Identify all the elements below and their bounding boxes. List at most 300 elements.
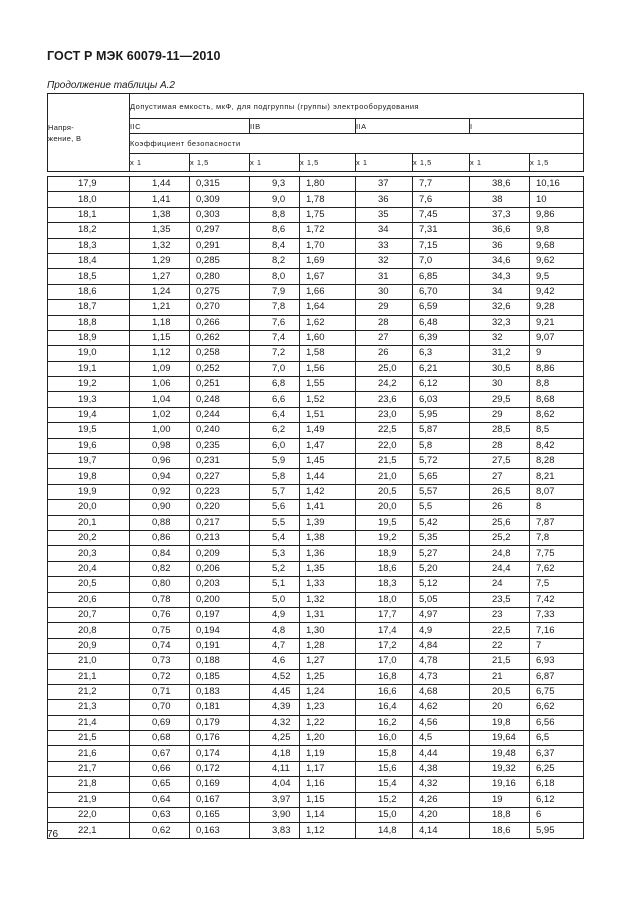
capacitance-cell: 0,315	[190, 177, 250, 192]
voltage-cell: 20,1	[48, 515, 130, 530]
capacitance-cell: 4,68	[413, 684, 470, 699]
capacitance-cell: 0,88	[130, 515, 190, 530]
voltage-cell: 18,6	[48, 284, 130, 299]
capacitance-cell: 7,0	[250, 361, 300, 376]
capacitance-cell: 0,191	[190, 638, 250, 653]
capacitance-cell: 0,181	[190, 700, 250, 715]
capacitance-cell: 24,8	[470, 546, 530, 561]
capacitance-cell: 1,78	[300, 192, 356, 207]
capacitance-cell: 1,45	[300, 454, 356, 469]
capacitance-cell: 0,248	[190, 392, 250, 407]
voltage-cell: 20,6	[48, 592, 130, 607]
capacitance-cell: 1,55	[300, 377, 356, 392]
capacitance-cell: 1,67	[300, 269, 356, 284]
capacitance-cell: 7,42	[530, 592, 584, 607]
capacitance-cell: 34,3	[470, 269, 530, 284]
table-row	[48, 253, 584, 268]
factor-header: x 1	[130, 154, 190, 172]
capacitance-cell: 19	[470, 792, 530, 807]
capacitance-cell: 6,85	[413, 269, 470, 284]
capacitance-cell: 0,167	[190, 792, 250, 807]
capacitance-cell: 4,04	[250, 777, 300, 792]
capacitance-cell: 7,4	[250, 330, 300, 345]
voltage-cell: 19,4	[48, 407, 130, 422]
capacitance-cell: 16,6	[356, 684, 413, 699]
capacitance-cell: 1,09	[130, 361, 190, 376]
capacitance-cell: 8,07	[530, 484, 584, 499]
capacitance-cell: 15,6	[356, 761, 413, 776]
capacitance-cell: 0,78	[130, 592, 190, 607]
table-row	[48, 761, 584, 776]
capacitance-cell: 4,20	[413, 808, 470, 823]
capacitance-cell: 1,02	[130, 407, 190, 422]
capacitance-cell: 4,32	[413, 777, 470, 792]
table-row	[48, 207, 584, 222]
table-row	[48, 515, 584, 530]
voltage-cell: 22,0	[48, 808, 130, 823]
capacitance-cell: 0,76	[130, 607, 190, 622]
capacitance-cell: 6,3	[413, 346, 470, 361]
capacitance-cell: 29,5	[470, 392, 530, 407]
capacitance-cell: 27,5	[470, 454, 530, 469]
capacitance-cell: 0,75	[130, 623, 190, 638]
capacitance-cell: 4,11	[250, 761, 300, 776]
capacitance-cell: 1,17	[300, 761, 356, 776]
capacitance-cell: 27	[356, 330, 413, 345]
subgroup-header-i: I	[470, 119, 584, 134]
capacitance-cell: 1,16	[300, 777, 356, 792]
table-row	[48, 392, 584, 407]
voltage-cell: 21,0	[48, 654, 130, 669]
capacitance-cell: 34	[470, 284, 530, 299]
capacitance-cell: 7,7	[413, 177, 470, 192]
capacitance-cell: 0,179	[190, 715, 250, 730]
table-row	[48, 315, 584, 330]
voltage-cell: 18,7	[48, 300, 130, 315]
capacitance-cell: 1,51	[300, 407, 356, 422]
capacitance-cell: 22,5	[470, 623, 530, 638]
capacitance-cell: 23,0	[356, 407, 413, 422]
capacitance-cell: 8,5	[530, 423, 584, 438]
capacitance-cell: 5,42	[413, 515, 470, 530]
table-row	[48, 284, 584, 299]
capacitance-cell: 4,45	[250, 684, 300, 699]
capacitance-cell: 4,44	[413, 746, 470, 761]
voltage-cell: 18,1	[48, 207, 130, 222]
voltage-cell: 20,0	[48, 500, 130, 515]
capacitance-cell: 15,2	[356, 792, 413, 807]
capacitance-cell: 0,262	[190, 330, 250, 345]
capacitance-cell: 0,280	[190, 269, 250, 284]
capacitance-cell: 19,48	[470, 746, 530, 761]
capacitance-cell: 5,3	[250, 546, 300, 561]
voltage-cell: 21,2	[48, 684, 130, 699]
capacitance-cell: 5,5	[250, 515, 300, 530]
capacitance-cell: 10,16	[530, 177, 584, 192]
table-row	[48, 823, 584, 838]
capacitance-cell: 1,12	[300, 823, 356, 838]
capacitance-cell: 5,05	[413, 592, 470, 607]
table-row	[48, 577, 584, 592]
capacitance-cell: 16,2	[356, 715, 413, 730]
capacitance-cell: 1,35	[130, 223, 190, 238]
voltage-cell: 22,1	[48, 823, 130, 838]
capacitance-cell: 1,04	[130, 392, 190, 407]
capacitance-cell: 9,42	[530, 284, 584, 299]
capacitance-cell: 5,8	[250, 469, 300, 484]
capacitance-cell: 1,75	[300, 207, 356, 222]
capacitance-cell: 7,6	[413, 192, 470, 207]
table-row	[48, 592, 584, 607]
capacitance-cell: 0,217	[190, 515, 250, 530]
factor-header: x 1	[356, 154, 413, 172]
capacitance-cell: 0,291	[190, 238, 250, 253]
table-row	[48, 223, 584, 238]
capacitance-cell: 6,2	[250, 423, 300, 438]
capacitance-cell: 1,31	[300, 607, 356, 622]
capacitance-cell: 4,56	[413, 715, 470, 730]
capacitance-cell: 0,62	[130, 823, 190, 838]
capacitance-cell: 26,5	[470, 484, 530, 499]
capacitance-table	[47, 93, 584, 839]
voltage-cell: 18,5	[48, 269, 130, 284]
capacitance-cell: 33	[356, 238, 413, 253]
capacitance-cell: 1,66	[300, 284, 356, 299]
capacitance-cell: 5,0	[250, 592, 300, 607]
capacitance-cell: 25,2	[470, 530, 530, 545]
table-row	[48, 454, 584, 469]
capacitance-cell: 1,30	[300, 623, 356, 638]
voltage-cell: 21,6	[48, 746, 130, 761]
capacitance-cell: 4,62	[413, 700, 470, 715]
table-caption: Продолжение таблицы А.2	[47, 80, 175, 91]
capacitance-cell: 1,00	[130, 423, 190, 438]
voltage-cell: 20,7	[48, 607, 130, 622]
voltage-cell: 18,9	[48, 330, 130, 345]
table-row	[48, 654, 584, 669]
factor-header: x 1,5	[413, 154, 470, 172]
table-row	[48, 808, 584, 823]
capacitance-cell: 34	[356, 223, 413, 238]
voltage-cell: 19,6	[48, 438, 130, 453]
voltage-cell: 20,3	[48, 546, 130, 561]
capacitance-cell: 5,9	[250, 454, 300, 469]
capacitance-cell: 1,24	[300, 684, 356, 699]
capacitance-cell: 7,15	[413, 238, 470, 253]
table-row	[48, 530, 584, 545]
capacitance-cell: 17,7	[356, 607, 413, 622]
capacitance-cell: 0,297	[190, 223, 250, 238]
voltage-cell: 19,8	[48, 469, 130, 484]
capacitance-cell: 1,35	[300, 561, 356, 576]
capacitance-cell: 5,20	[413, 561, 470, 576]
capacitance-cell: 31	[356, 269, 413, 284]
table-row	[48, 746, 584, 761]
capacitance-cell: 0,227	[190, 469, 250, 484]
capacitance-cell: 4,32	[250, 715, 300, 730]
capacitance-cell: 1,18	[130, 315, 190, 330]
capacitance-cell: 6,25	[530, 761, 584, 776]
capacitance-cell: 0,165	[190, 808, 250, 823]
capacitance-cell: 1,29	[130, 253, 190, 268]
capacitance-cell: 31,2	[470, 346, 530, 361]
table-row	[48, 469, 584, 484]
capacitance-cell: 0,98	[130, 438, 190, 453]
voltage-cell: 18,2	[48, 223, 130, 238]
capacitance-cell: 20,5	[356, 484, 413, 499]
capacitance-cell: 6,70	[413, 284, 470, 299]
capacitance-cell: 6,0	[250, 438, 300, 453]
capacitance-cell: 24,2	[356, 377, 413, 392]
capacitance-cell: 6,56	[530, 715, 584, 730]
capacitance-cell: 14,8	[356, 823, 413, 838]
capacitance-cell: 9,3	[250, 177, 300, 192]
capacitance-cell: 0,169	[190, 777, 250, 792]
capacitance-cell: 8,4	[250, 238, 300, 253]
capacitance-cell: 29	[356, 300, 413, 315]
capacitance-cell: 7,6	[250, 315, 300, 330]
capacitance-cell: 16,8	[356, 669, 413, 684]
capacitance-cell: 0,163	[190, 823, 250, 838]
table-row	[48, 438, 584, 453]
subgroup-header-iib: IIB	[250, 119, 356, 134]
capacitance-cell: 19,2	[356, 530, 413, 545]
capacitance-cell: 8,8	[250, 207, 300, 222]
capacitance-cell: 0,84	[130, 546, 190, 561]
table-row	[48, 623, 584, 638]
capacitance-cell: 34,6	[470, 253, 530, 268]
capacitance-cell: 4,73	[413, 669, 470, 684]
capacitance-cell: 4,78	[413, 654, 470, 669]
capacitance-cell: 6,75	[530, 684, 584, 699]
capacitance-cell: 0,240	[190, 423, 250, 438]
table-row	[48, 546, 584, 561]
capacitance-cell: 28,5	[470, 423, 530, 438]
capacitance-cell: 36,6	[470, 223, 530, 238]
capacitance-cell: 18,3	[356, 577, 413, 592]
capacitance-cell: 1,41	[130, 192, 190, 207]
capacitance-cell: 9,5	[530, 269, 584, 284]
capacitance-cell: 0,82	[130, 561, 190, 576]
capacitance-cell: 7,2	[250, 346, 300, 361]
capacitance-cell: 6	[530, 808, 584, 823]
capacitance-cell: 5,2	[250, 561, 300, 576]
capacitance-cell: 0,71	[130, 684, 190, 699]
capacitance-cell: 1,64	[300, 300, 356, 315]
capacitance-cell: 6,93	[530, 654, 584, 669]
capacitance-cell: 0,203	[190, 577, 250, 592]
capacitance-cell: 6,87	[530, 669, 584, 684]
voltage-cell: 20,4	[48, 561, 130, 576]
capacitance-cell: 5,35	[413, 530, 470, 545]
capacitance-cell: 0,206	[190, 561, 250, 576]
capacitance-cell: 0,200	[190, 592, 250, 607]
capacitance-cell: 0,185	[190, 669, 250, 684]
capacitance-cell: 0,96	[130, 454, 190, 469]
capacitance-cell: 4,38	[413, 761, 470, 776]
capacitance-cell: 24	[470, 577, 530, 592]
capacitance-cell: 6,03	[413, 392, 470, 407]
capacitance-cell: 0,309	[190, 192, 250, 207]
capacitance-cell: 0,174	[190, 746, 250, 761]
capacitance-cell: 1,52	[300, 392, 356, 407]
capacitance-cell: 0,235	[190, 438, 250, 453]
capacitance-cell: 20	[470, 700, 530, 715]
capacitance-cell: 6,5	[530, 731, 584, 746]
voltage-cell: 19,3	[48, 392, 130, 407]
capacitance-cell: 0,252	[190, 361, 250, 376]
capacitance-cell: 18,9	[356, 546, 413, 561]
capacitance-cell: 0,258	[190, 346, 250, 361]
capacitance-cell: 6,21	[413, 361, 470, 376]
capacitance-cell: 35	[356, 207, 413, 222]
voltage-cell: 21,5	[48, 731, 130, 746]
capacitance-cell: 0,70	[130, 700, 190, 715]
capacitance-cell: 0,74	[130, 638, 190, 653]
safety-factor-header: Коэффициент безопасности	[130, 134, 584, 154]
capacitance-cell: 7,62	[530, 561, 584, 576]
capacitance-cell: 21,0	[356, 469, 413, 484]
capacitance-cell: 5,87	[413, 423, 470, 438]
capacitance-cell: 1,12	[130, 346, 190, 361]
capacitance-cell: 15,0	[356, 808, 413, 823]
capacitance-cell: 0,64	[130, 792, 190, 807]
capacitance-cell: 1,41	[300, 500, 356, 515]
capacitance-cell: 8,62	[530, 407, 584, 422]
table-row	[48, 330, 584, 345]
capacitance-cell: 6,62	[530, 700, 584, 715]
capacitance-cell: 38	[470, 192, 530, 207]
voltage-cell: 19,7	[48, 454, 130, 469]
capacitance-cell: 4,7	[250, 638, 300, 653]
table-row	[48, 500, 584, 515]
capacitance-cell: 0,65	[130, 777, 190, 792]
capacitance-cell: 6,48	[413, 315, 470, 330]
capacitance-cell: 5,27	[413, 546, 470, 561]
capacitance-cell: 4,84	[413, 638, 470, 653]
capacitance-cell: 0,220	[190, 500, 250, 515]
capacitance-cell: 25,0	[356, 361, 413, 376]
voltage-cell: 19,1	[48, 361, 130, 376]
capacitance-cell: 0,223	[190, 484, 250, 499]
capacitance-cell: 7,75	[530, 546, 584, 561]
capacitance-cell: 20,5	[470, 684, 530, 699]
capacitance-cell: 1,72	[300, 223, 356, 238]
capacitance-cell: 4,18	[250, 746, 300, 761]
capacitance-cell: 6,39	[413, 330, 470, 345]
table-row	[48, 607, 584, 622]
table-row	[48, 407, 584, 422]
capacitance-cell: 0,80	[130, 577, 190, 592]
capacitance-cell: 29	[470, 407, 530, 422]
capacitance-cell: 1,15	[300, 792, 356, 807]
capacitance-cell: 9,8	[530, 223, 584, 238]
capacitance-cell: 1,22	[300, 715, 356, 730]
capacitance-cell: 3,83	[250, 823, 300, 838]
capacitance-cell: 8,28	[530, 454, 584, 469]
capacitance-cell: 5,72	[413, 454, 470, 469]
capacitance-cell: 32,3	[470, 315, 530, 330]
capacitance-cell: 5,1	[250, 577, 300, 592]
capacitance-cell: 0,285	[190, 253, 250, 268]
voltage-cell: 17,9	[48, 177, 130, 192]
capacitance-cell: 0,94	[130, 469, 190, 484]
capacitance-cell: 23,6	[356, 392, 413, 407]
capacitance-cell: 26	[356, 346, 413, 361]
capacitance-cell: 0,72	[130, 669, 190, 684]
capacitance-cell: 38,6	[470, 177, 530, 192]
capacitance-cell: 7	[530, 638, 584, 653]
capacitance-cell: 1,21	[130, 300, 190, 315]
capacitance-cell: 4,39	[250, 700, 300, 715]
capacitance-cell: 0,275	[190, 284, 250, 299]
capacitance-cell: 6,37	[530, 746, 584, 761]
capacitance-cell: 1,24	[130, 284, 190, 299]
capacitance-cell: 8,21	[530, 469, 584, 484]
capacitance-cell: 1,32	[130, 238, 190, 253]
capacitance-cell: 5,95	[413, 407, 470, 422]
capacitance-cell: 27	[470, 469, 530, 484]
capacitance-cell: 20,0	[356, 500, 413, 515]
capacitance-cell: 1,58	[300, 346, 356, 361]
capacitance-cell: 9,21	[530, 315, 584, 330]
capacitance-cell: 1,27	[300, 654, 356, 669]
capacitance-cell: 1,44	[300, 469, 356, 484]
capacitance-cell: 5,6	[250, 500, 300, 515]
capacitance-cell: 1,19	[300, 746, 356, 761]
voltage-cell: 18,3	[48, 238, 130, 253]
capacitance-cell: 37,3	[470, 207, 530, 222]
capacitance-cell: 19,8	[470, 715, 530, 730]
voltage-cell: 20,5	[48, 577, 130, 592]
capacitance-cell: 18,8	[470, 808, 530, 823]
capacitance-cell: 4,9	[250, 607, 300, 622]
capacitance-cell: 17,4	[356, 623, 413, 638]
capacitance-cell: 0,66	[130, 761, 190, 776]
capacitance-cell: 19,32	[470, 761, 530, 776]
voltage-cell: 21,3	[48, 700, 130, 715]
table-row	[48, 346, 584, 361]
table-row	[48, 777, 584, 792]
capacitance-cell: 4,26	[413, 792, 470, 807]
table-row	[48, 423, 584, 438]
table-row	[48, 792, 584, 807]
capacitance-cell: 0,244	[190, 407, 250, 422]
capacitance-cell: 4,14	[413, 823, 470, 838]
voltage-cell: 20,8	[48, 623, 130, 638]
voltage-cell: 20,9	[48, 638, 130, 653]
capacitance-cell: 0,270	[190, 300, 250, 315]
table-row	[48, 361, 584, 376]
capacitance-cell: 1,38	[300, 530, 356, 545]
capacitance-cell: 0,266	[190, 315, 250, 330]
table-row	[48, 300, 584, 315]
capacitance-cell: 19,5	[356, 515, 413, 530]
capacitance-cell: 36	[356, 192, 413, 207]
capacitance-cell: 0,183	[190, 684, 250, 699]
capacitance-cell: 6,4	[250, 407, 300, 422]
capacitance-cell: 4,8	[250, 623, 300, 638]
subgroup-header-iic: IIC	[130, 119, 250, 134]
table-row	[48, 669, 584, 684]
capacitance-cell: 9,62	[530, 253, 584, 268]
capacitance-cell: 4,6	[250, 654, 300, 669]
factor-header: x 1,5	[190, 154, 250, 172]
capacitance-cell: 10	[530, 192, 584, 207]
voltage-cell: 19,0	[48, 346, 130, 361]
voltage-cell: 18,0	[48, 192, 130, 207]
capacitance-cell: 1,56	[300, 361, 356, 376]
